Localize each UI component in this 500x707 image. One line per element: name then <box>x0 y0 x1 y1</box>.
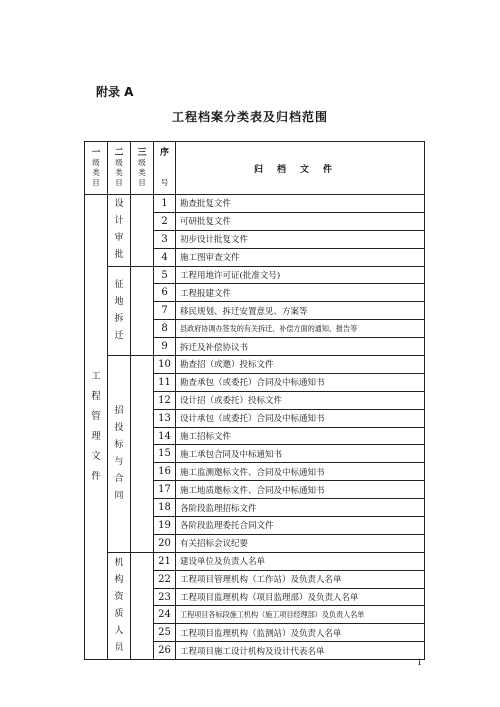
row-number: 18 <box>154 499 176 517</box>
archive-item: 各阶段监理招标文件 <box>176 499 425 517</box>
archive-item: 县政府协调办签发的有关拆迁、补偿方面的通知、报告等 <box>176 320 425 338</box>
archive-item: 工程用地许可证(批准文号) <box>176 266 425 284</box>
header-seq: 序 号 <box>154 142 176 195</box>
archive-item: 施工地质邀标文件、合同及中标通知书 <box>176 481 425 499</box>
row-number: 24 <box>154 606 176 624</box>
row-number: 15 <box>154 445 176 463</box>
archive-item: 可研批复文件 <box>176 212 425 230</box>
archive-item: 工程项目施工设计机构及设计代表名单 <box>176 642 425 660</box>
archive-classification-table <box>84 141 425 660</box>
archive-item: 工程项目管理机构（工作站）及负责人名单 <box>176 570 425 588</box>
table-row <box>85 552 425 570</box>
archive-item: 施工监测邀标文件、合同及中标通知书 <box>176 463 425 481</box>
header-level1: 一 级 类 目 <box>85 142 108 195</box>
archive-item: 施工承包合同及中标通知书 <box>176 445 425 463</box>
row-number: 11 <box>154 373 176 391</box>
row-number: 2 <box>154 212 176 230</box>
row-number: 10 <box>154 356 176 374</box>
row-number: 13 <box>154 409 176 427</box>
table-header-row <box>85 142 425 195</box>
table-row <box>85 266 425 284</box>
header-level3: 三 级 类 目 <box>131 142 154 195</box>
row-number: 25 <box>154 624 176 642</box>
archive-item: 勘查承包（或委托）合同及中标通知书 <box>176 373 425 391</box>
archive-item: 工程项目监理机构（监测站）及负责人名单 <box>176 624 425 642</box>
row-number: 14 <box>154 427 176 445</box>
row-number: 16 <box>154 463 176 481</box>
level1-category: 工 程 管 理 文 件 <box>85 195 108 660</box>
archive-item: 施工图审查文件 <box>176 248 425 266</box>
row-number: 21 <box>154 552 176 570</box>
row-number: 17 <box>154 481 176 499</box>
archive-item: 移民规划、拆迁安置意见、方案等 <box>176 302 425 320</box>
archive-item: 建设单位及负责人名单 <box>176 552 425 570</box>
level2-category: 机 构 资 质 人 员 <box>108 552 131 659</box>
archive-item: 工程报建文件 <box>176 284 425 302</box>
level2-category: 设 计 审 批 <box>108 195 131 267</box>
archive-item: 各阶段监理委托合同文件 <box>176 517 425 535</box>
archive-item: 勘查招（或邀）投标文件 <box>176 356 425 374</box>
archive-item: 初步设计批复文件 <box>176 230 425 248</box>
archive-item: 有关招标会议纪要 <box>176 534 425 552</box>
row-number: 4 <box>154 248 176 266</box>
level3-category <box>131 552 154 659</box>
archive-item: 设计招（或委托）投标文件 <box>176 391 425 409</box>
row-number: 8 <box>154 320 176 338</box>
row-number: 22 <box>154 570 176 588</box>
archive-item: 设计承包（或委托）合同及中标通知书 <box>176 409 425 427</box>
row-number: 9 <box>154 338 176 356</box>
header-archive-files: 归档文件 <box>176 142 425 195</box>
archive-item: 施工招标文件 <box>176 427 425 445</box>
level3-category <box>131 195 154 267</box>
row-number: 20 <box>154 534 176 552</box>
row-number: 7 <box>154 302 176 320</box>
table-row <box>85 356 425 374</box>
row-number: 3 <box>154 230 176 248</box>
row-number: 6 <box>154 284 176 302</box>
appendix-heading: 附录 A <box>96 85 134 99</box>
archive-item: 工程项目监理机构（项目监理部）及负责人名单 <box>176 588 425 606</box>
level2-category: 招 投 标 与 合 同 <box>108 356 131 553</box>
level3-category <box>131 356 154 553</box>
archive-item: 勘查批复文件 <box>176 195 425 213</box>
level3-category <box>131 266 154 355</box>
row-number: 1 <box>154 195 176 213</box>
archive-item: 工程项目各标段施工机构（施工项目经理部）及负责人名单 <box>176 606 425 624</box>
level2-category: 征 地 拆 迁 <box>108 266 131 355</box>
table-row <box>85 195 425 213</box>
row-number: 26 <box>154 642 176 660</box>
row-number: 5 <box>154 266 176 284</box>
page-number: 1 <box>416 658 422 667</box>
document-title: 工程档案分类表及归档范围 <box>171 110 328 124</box>
row-number: 12 <box>154 391 176 409</box>
archive-item: 拆迁及补偿协议书 <box>176 338 425 356</box>
row-number: 19 <box>154 517 176 535</box>
row-number: 23 <box>154 588 176 606</box>
header-level2: 二 级 类 目 <box>108 142 131 195</box>
